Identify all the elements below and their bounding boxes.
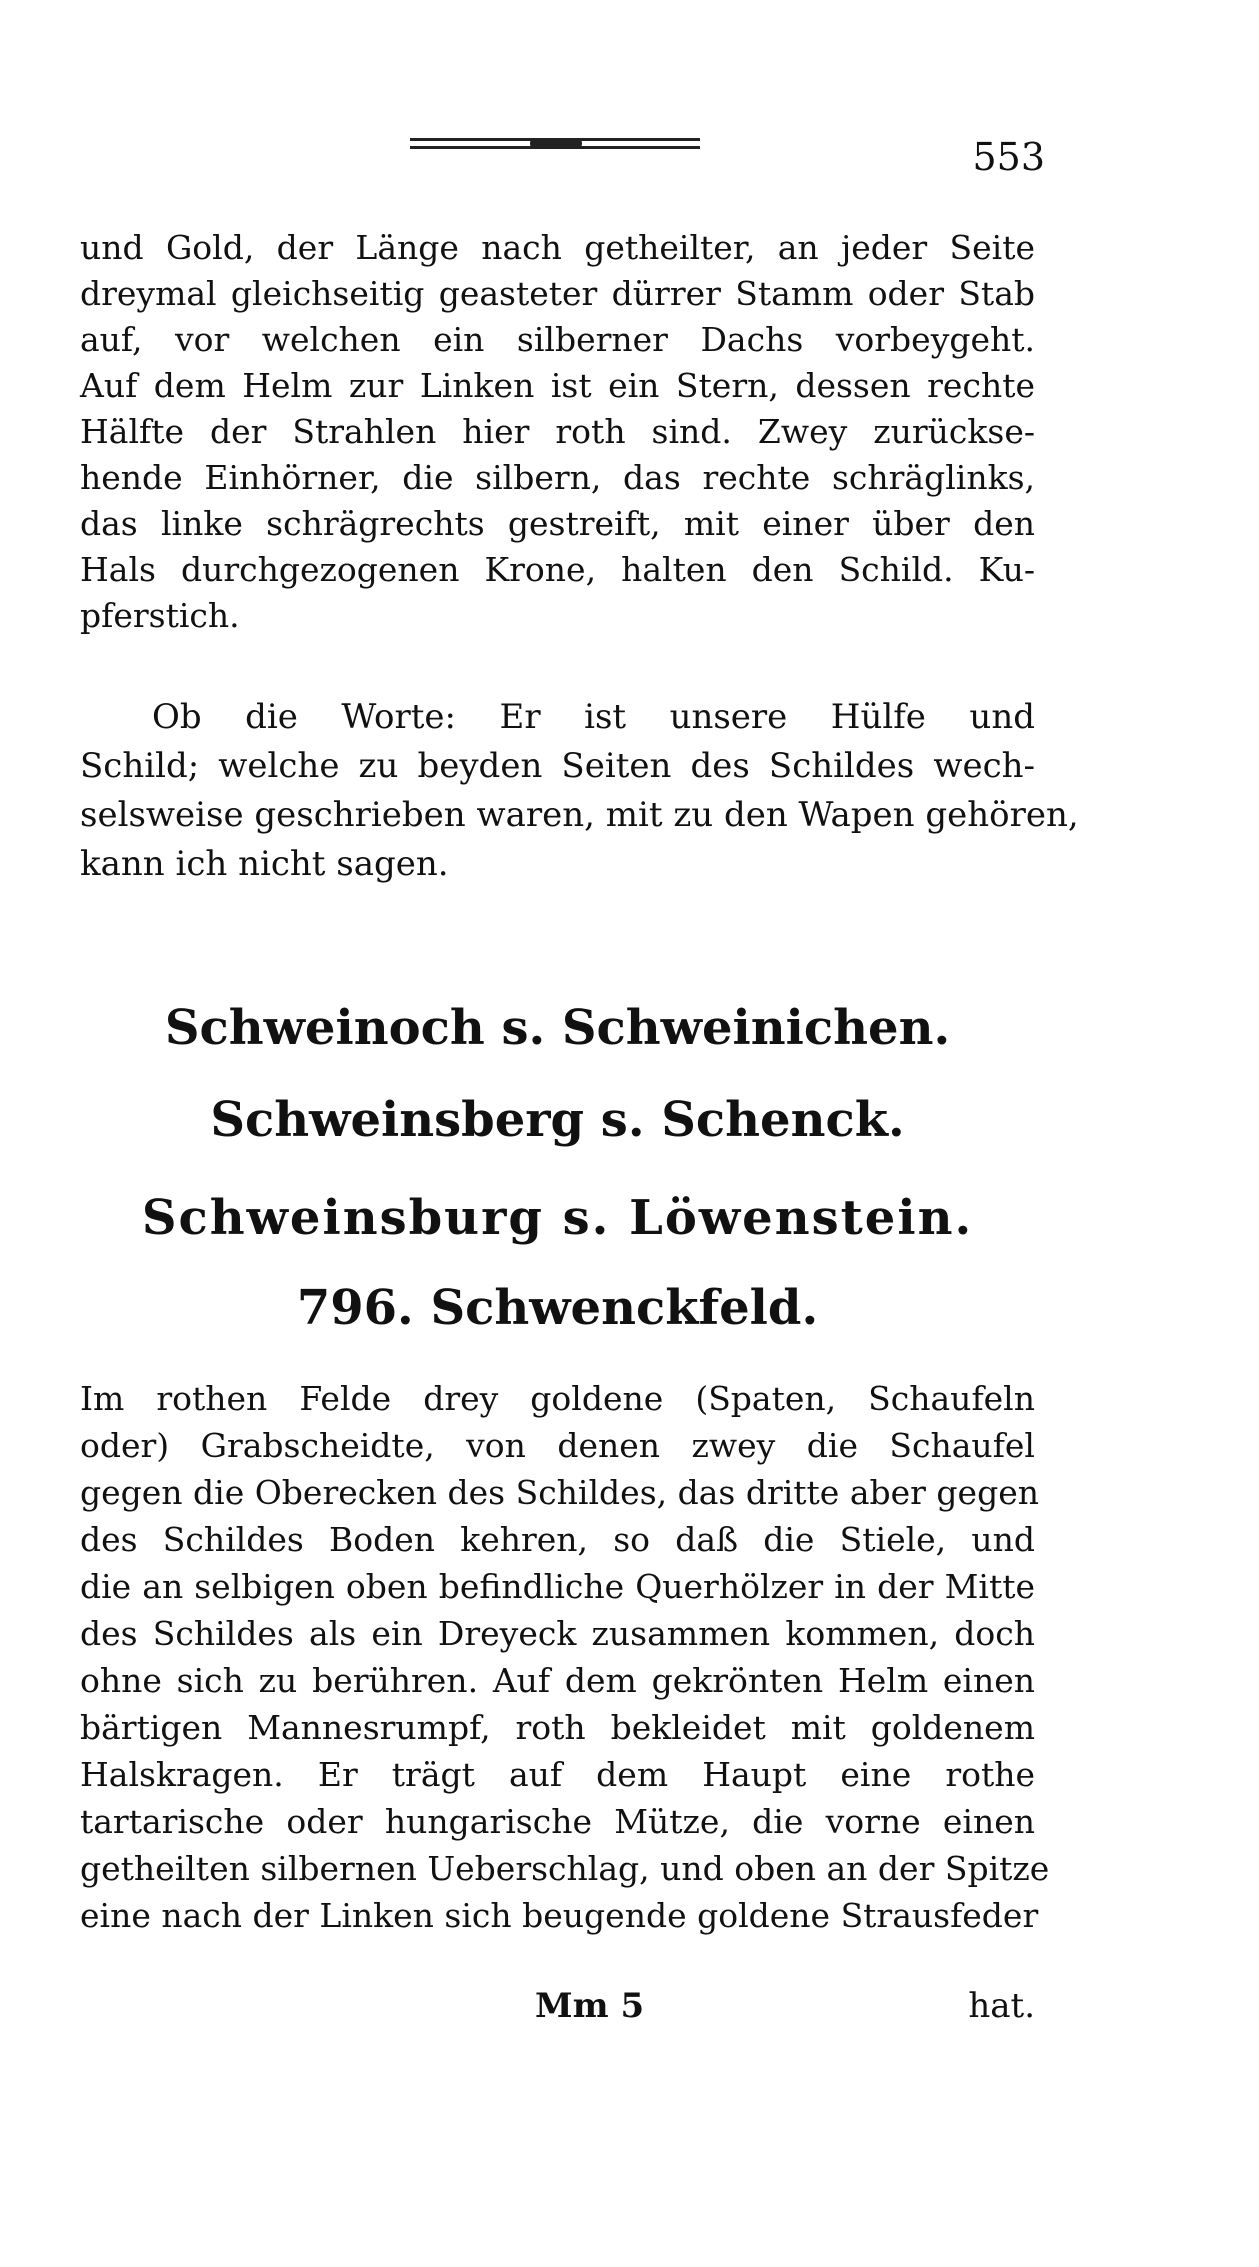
ornamental-rule	[410, 138, 700, 152]
text-line: kann ich nicht sagen.	[80, 844, 449, 884]
text-line: Ob die Worte: Er ist unsere Hülfe und	[152, 697, 1035, 737]
text-line: bärtigen Mannesrumpf, roth bekleidet mit goldenem	[80, 1708, 1035, 1747]
catchword: hat.	[968, 1986, 1035, 2026]
text-line: des Schildes Boden kehren, so daß die Stiele, und	[80, 1520, 1035, 1559]
paragraph-motto	[80, 693, 1079, 889]
text-line: gegen die Oberecken des Schildes, das dritte aber gegen	[80, 1473, 1039, 1512]
text-line: Auf dem Helm zur Linken ist ein Stern, dessen rechte	[80, 366, 1035, 405]
text-line: eine nach der Linken sich beugende goldene Strausfeder	[80, 1896, 1039, 1935]
text-line: das linke schrägrechts gestreift, mit einer über den	[80, 504, 1035, 543]
text-line: auf, vor welchen ein silberner Dachs vorbeygeht.	[80, 320, 1035, 359]
text-line: Schild; welche zu beyden Seiten des Schildes wech-	[80, 746, 1035, 786]
signature-mark: Mm 5	[535, 1986, 645, 2026]
text-line: hende Einhörner, die silbern, das rechte schräglinks,	[80, 458, 1035, 497]
text-line: Im rothen Felde drey goldene (Spaten, Schaufeln	[80, 1379, 1035, 1418]
entry-heading-numbered: 796. Schwenckfeld.	[296, 1280, 819, 1336]
text-line: des Schildes als ein Dreyeck zusammen kommen, doch	[80, 1614, 1035, 1653]
text-line: Hälfte der Strahlen hier roth sind. Zwey zurückse-	[80, 412, 1035, 451]
text-line: pferstich.	[80, 596, 240, 635]
text-line: oder) Grabscheidte, von denen zwey die Schaufel	[80, 1426, 1035, 1465]
text-line: getheilten silbernen Ueberschlag, und oben an der Spitze	[80, 1849, 1050, 1888]
page-number: 553	[972, 135, 1045, 179]
text-line: ohne sich zu berühren. Auf dem gekrönten Helm einen	[80, 1661, 1035, 1700]
paragraph-schwenckfeld	[80, 1375, 1050, 1939]
text-line: die an selbigen oben befindliche Querhölzer in der Mitte	[80, 1567, 1035, 1606]
paragraph-continued	[80, 225, 1035, 639]
text-line: dreymal gleichseitig geasteter dürrer Stamm oder Stab	[80, 274, 1035, 313]
entry-heading: Schweinoch s. Schweinichen.	[164, 1000, 951, 1056]
entry-heading: Schweinsberg s. Schenck.	[210, 1092, 905, 1148]
text-line: Halskragen. Er trägt auf dem Haupt eine rothe	[80, 1755, 1035, 1794]
text-line: tartarische oder hungarische Mütze, die vorne einen	[80, 1802, 1035, 1841]
text-line: selsweise geschrieben waren, mit zu den Wapen gehören,	[80, 795, 1079, 835]
text-line: Hals durchgezogenen Krone, halten den Schild. Ku-	[80, 550, 1035, 589]
text-line: und Gold, der Länge nach getheilter, an jeder Seite	[80, 228, 1035, 267]
entry-heading: Schweinsburg s. Löwenstein.	[141, 1190, 974, 1246]
